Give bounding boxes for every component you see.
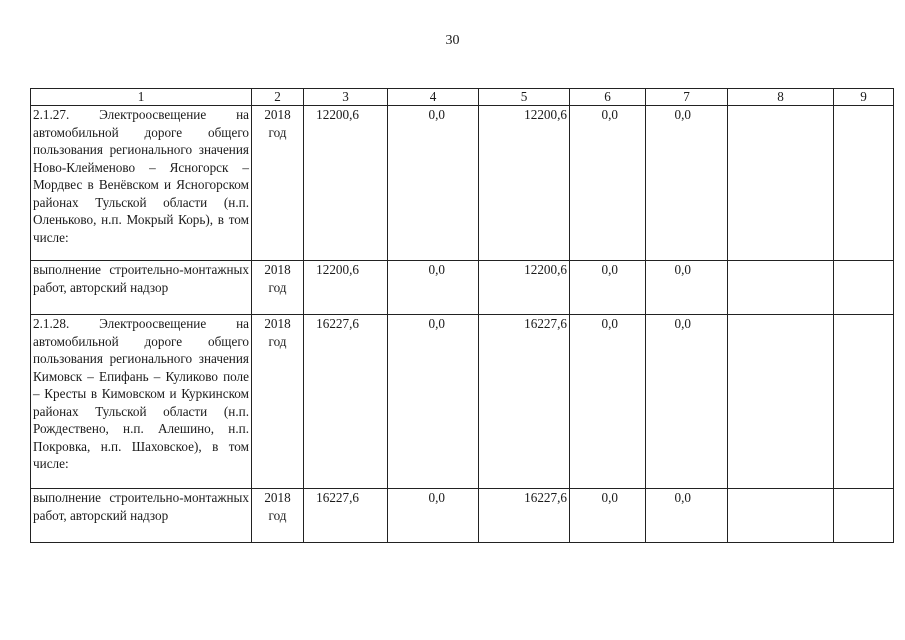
column-header: 3	[304, 89, 388, 106]
column-header: 6	[570, 89, 646, 106]
row-description: 2.1.27. Электроосвещение на автомобильной дороге общего пользования регионального значения Ново-Клейменово – Ясногорск – Мордвес в Венёвском и Ясногорском районах Тульской области (н.п. Оленьково, н.п. Мокрый Корь), в том числе:	[31, 106, 252, 261]
cell-value	[834, 106, 894, 261]
column-header: 9	[834, 89, 894, 106]
cell-value: 0,0	[646, 315, 728, 489]
cell-value: 12200,6	[304, 106, 388, 261]
cell-value: 16227,6	[479, 315, 570, 489]
cell-value	[728, 106, 834, 261]
cell-value: 0,0	[388, 315, 479, 489]
column-header: 2	[252, 89, 304, 106]
table-row	[31, 106, 894, 261]
cell-value: 0,0	[570, 261, 646, 315]
row-year: 2018 год	[252, 489, 304, 543]
row-year: 2018 год	[252, 261, 304, 315]
row-year: 2018 год	[252, 315, 304, 489]
row-description: 2.1.28. Электроосвещение на автомобильной дороге общего пользования регионального значения Кимовск – Епифань – Куликово поле – Кресты в Кимовском и Куркинском районах Тульской области (н.п. Рождествено, н.п. Алешино, н.п. Покровка, н.п. Шаховское), в том числе:	[31, 315, 252, 489]
cell-value: 16227,6	[304, 315, 388, 489]
cell-value: 0,0	[388, 106, 479, 261]
cell-value	[834, 261, 894, 315]
cell-value	[834, 315, 894, 489]
row-year: 2018 год	[252, 106, 304, 261]
cell-value	[728, 489, 834, 543]
cell-value: 0,0	[570, 489, 646, 543]
cell-value: 12200,6	[479, 261, 570, 315]
table-row	[31, 489, 894, 543]
cell-value: 16227,6	[304, 489, 388, 543]
table-row	[31, 315, 894, 489]
column-header: 4	[388, 89, 479, 106]
cell-value: 12200,6	[479, 106, 570, 261]
cell-value: 0,0	[388, 489, 479, 543]
cell-value: 0,0	[388, 261, 479, 315]
column-header: 7	[646, 89, 728, 106]
row-description: выполнение строительно-монтажных работ, авторский надзор	[31, 489, 252, 543]
cell-value	[834, 489, 894, 543]
column-header: 1	[31, 89, 252, 106]
cell-value: 0,0	[646, 106, 728, 261]
page-number: 30	[445, 33, 460, 48]
cell-value	[728, 315, 834, 489]
cell-value: 0,0	[646, 261, 728, 315]
column-header: 8	[728, 89, 834, 106]
row-description: выполнение строительно-монтажных работ, авторский надзор	[31, 261, 252, 315]
budget-table	[30, 88, 894, 543]
table-header-row	[31, 89, 894, 106]
cell-value: 0,0	[570, 106, 646, 261]
cell-value: 12200,6	[304, 261, 388, 315]
cell-value: 0,0	[646, 489, 728, 543]
cell-value	[728, 261, 834, 315]
cell-value: 0,0	[570, 315, 646, 489]
table-row	[31, 261, 894, 315]
cell-value: 16227,6	[479, 489, 570, 543]
column-header: 5	[479, 89, 570, 106]
